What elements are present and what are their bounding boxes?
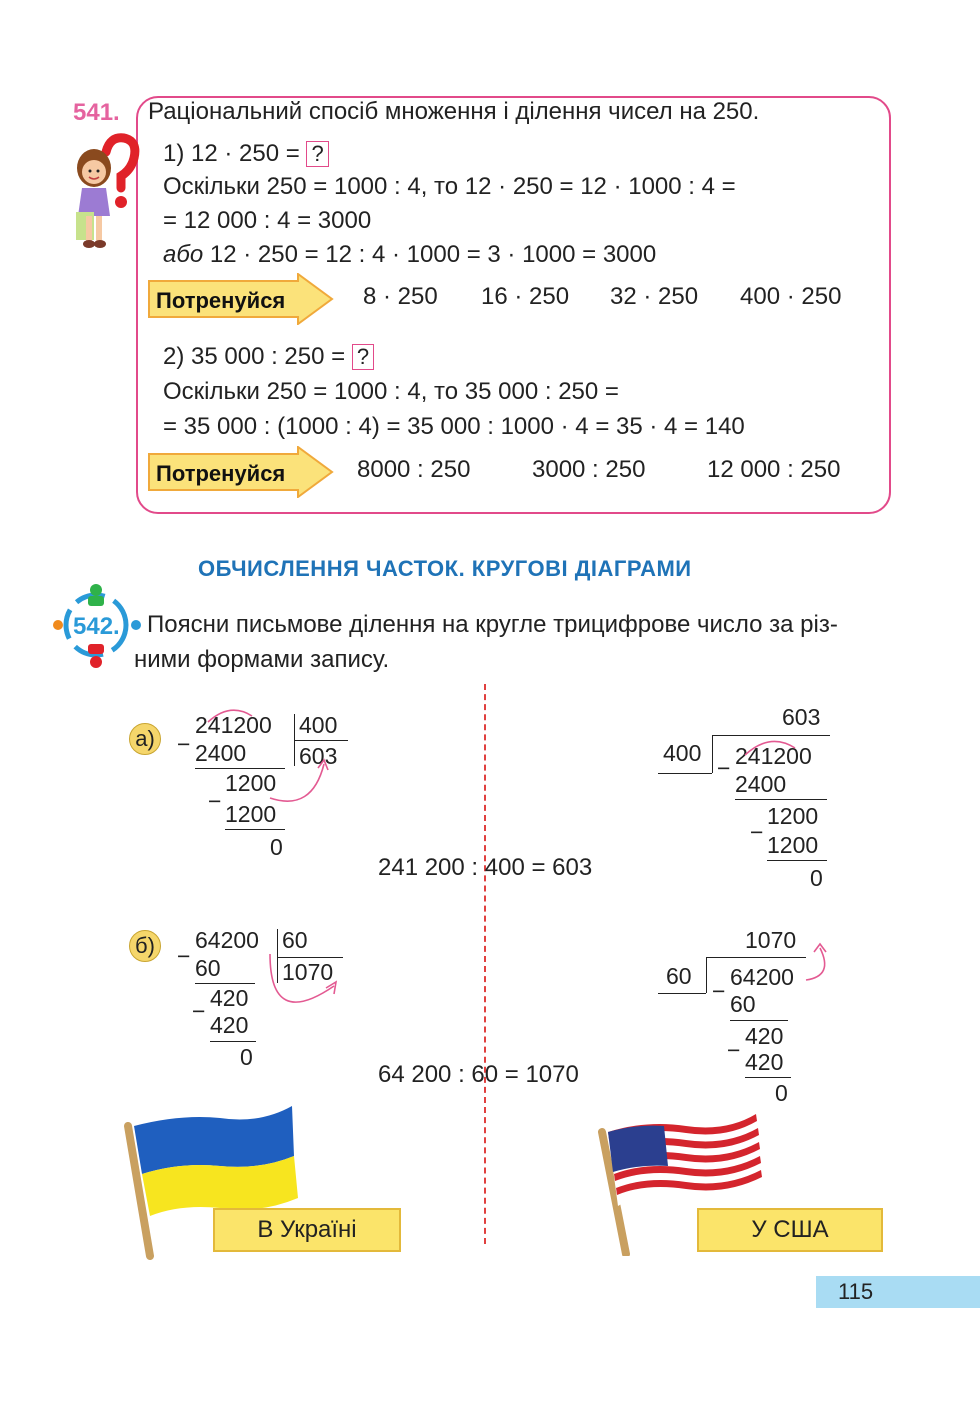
minus-sign: − bbox=[208, 788, 222, 814]
question-box: ? bbox=[306, 141, 328, 167]
part1-expression: 1) 12 · 250 = bbox=[163, 140, 300, 167]
part2-expression: 2) 35 000 : 250 = bbox=[163, 343, 346, 370]
b-right-sub1: 60 bbox=[730, 991, 756, 1017]
minus-sign: − bbox=[717, 755, 731, 781]
sub-line bbox=[210, 1041, 256, 1042]
a-right-rem1: 1200 bbox=[767, 803, 819, 829]
part1-line2: = 12 000 : 4 = 3000 bbox=[163, 207, 372, 234]
a-left-sub1: 2400 bbox=[195, 740, 247, 766]
arc-arrow-icon bbox=[260, 950, 350, 1030]
train1-item-1: 8 · 250 bbox=[363, 283, 438, 310]
bracket-top-line bbox=[706, 957, 806, 958]
train1-item-4: 400 · 250 bbox=[740, 283, 842, 310]
minus-sign: − bbox=[177, 943, 191, 969]
train2-item-2: 3000 : 250 bbox=[532, 456, 646, 483]
part2-line1: Оскільки 250 = 1000 : 4, то 35 000 : 250 = bbox=[163, 378, 619, 405]
divisor-underline bbox=[658, 773, 712, 774]
badge-a: а) bbox=[129, 723, 161, 755]
section-title: ОБЧИСЛЕННЯ ЧАСТОК. КРУГОВІ ДІАГРАМИ bbox=[198, 556, 692, 581]
b-left-divisor: 60 bbox=[282, 927, 308, 953]
part2-heading bbox=[163, 344, 374, 370]
b-left-rem1: 420 bbox=[210, 985, 249, 1011]
question-box: ? bbox=[352, 344, 374, 370]
part1-line3 bbox=[163, 243, 656, 267]
sub-line bbox=[735, 799, 827, 800]
b-left-sub2: 420 bbox=[210, 1012, 249, 1038]
a-left-dividend: 241200 bbox=[195, 712, 272, 738]
exercise-542-text-1: Поясни письмове ділення на кругле трицифрове число за різ- bbox=[147, 611, 838, 638]
exercise-number-541: 541. bbox=[73, 99, 120, 126]
sub-line bbox=[730, 1020, 788, 1021]
ukraine-label: В Україні bbox=[213, 1208, 401, 1252]
part1-line1: Оскільки 250 = 1000 : 4, то 12 · 250 = 12 · 1000 : 4 = bbox=[163, 173, 736, 200]
train2-item-1: 8000 : 250 bbox=[357, 456, 471, 483]
train-label-2 bbox=[148, 446, 334, 498]
train-label-1 bbox=[148, 273, 334, 325]
a-left-rem2: 0 bbox=[270, 834, 283, 860]
divisor-underline bbox=[658, 993, 706, 994]
exercise-542-text-2: ними формами запису. bbox=[134, 646, 390, 673]
a-left-sub2: 1200 bbox=[225, 801, 277, 827]
minus-sign: − bbox=[192, 998, 206, 1024]
a-right-divisor: 400 bbox=[663, 740, 702, 766]
badge-b: б) bbox=[129, 930, 161, 962]
a-center-equation: 241 200 : 400 = 603 bbox=[378, 854, 593, 881]
b-left-sub1: 60 bbox=[195, 955, 221, 981]
minus-sign: − bbox=[177, 731, 191, 757]
girl-question-icon bbox=[66, 132, 140, 250]
b-left-rem2: 0 bbox=[240, 1044, 253, 1070]
b-left-quotient: 1070 bbox=[282, 959, 334, 985]
b-right-rem2: 0 bbox=[775, 1080, 788, 1106]
a-right-sub1: 2400 bbox=[735, 771, 787, 797]
b-right-sub2: 420 bbox=[745, 1049, 784, 1075]
b-left-dividend: 64200 bbox=[195, 927, 259, 953]
minus-sign: − bbox=[712, 978, 726, 1004]
part1-heading bbox=[163, 141, 329, 167]
arc-arrows-icon bbox=[200, 700, 340, 810]
b-right-rem1: 420 bbox=[745, 1023, 784, 1049]
train-label-1-text: Потренуйся bbox=[156, 288, 286, 313]
train1-item-2: 16 · 250 bbox=[481, 283, 570, 310]
arc-arrow-icon bbox=[800, 940, 840, 986]
exercise-number-542: 542. bbox=[73, 613, 120, 640]
part1-line3-italic: або bbox=[163, 241, 204, 268]
b-center-equation: 64 200 : 60 = 1070 bbox=[378, 1061, 579, 1088]
arc-icon bbox=[740, 730, 830, 760]
b-right-divisor: 60 bbox=[666, 963, 692, 989]
sub-line bbox=[195, 983, 255, 984]
dashed-divider bbox=[484, 684, 486, 1244]
part1-line3-rest: 12 · 250 = 12 : 4 · 1000 = 3 · 1000 = 3000 bbox=[203, 241, 657, 268]
exercise-541-title: Раціональний спосіб множення і ділення чисел на 250. bbox=[148, 98, 760, 125]
b-right-dividend: 64200 bbox=[730, 964, 794, 990]
a-left-divisor: 400 bbox=[299, 712, 338, 738]
b-right-quotient: 1070 bbox=[745, 927, 797, 953]
sub-line bbox=[745, 1077, 791, 1078]
train-label-2-text: Потренуйся bbox=[156, 461, 286, 486]
page-number: 115 bbox=[816, 1276, 980, 1308]
minus-sign: − bbox=[727, 1037, 741, 1063]
usa-label: У США bbox=[697, 1208, 883, 1252]
minus-sign: − bbox=[750, 819, 764, 845]
a-left-quotient: 603 bbox=[299, 743, 338, 769]
a-right-sub2: 1200 bbox=[767, 832, 819, 858]
a-right-quotient: 603 bbox=[782, 704, 821, 730]
train1-item-3: 32 · 250 bbox=[610, 283, 699, 310]
part2-line2: = 35 000 : (1000 : 4) = 35 000 : 1000 · 4 = 35 · 4 = 140 bbox=[163, 413, 745, 440]
sub-line bbox=[767, 860, 827, 861]
a-left-rem1: 1200 bbox=[225, 770, 277, 796]
bracket-side-line bbox=[706, 957, 707, 993]
a-right-dividend: 241200 bbox=[735, 743, 812, 769]
train2-item-3: 12 000 : 250 bbox=[707, 456, 841, 483]
sub-line bbox=[225, 829, 285, 830]
bracket-side-line bbox=[712, 735, 713, 773]
a-right-rem2: 0 bbox=[810, 865, 823, 891]
